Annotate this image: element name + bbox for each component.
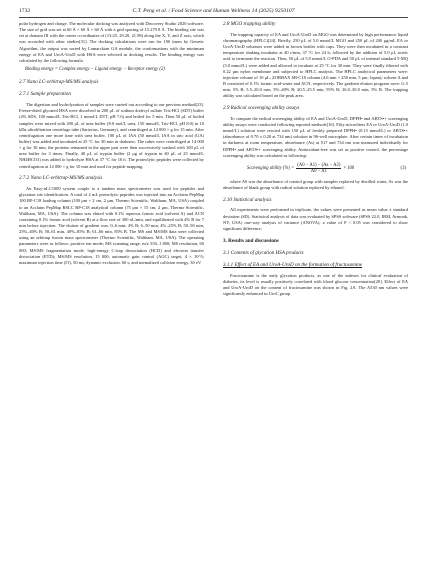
paragraph-where: where A0 was the absorbance of control group with samples replaced by distilled water, As was the absorbance of blank group with radical solution replaced by ethanol. xyxy=(223,178,408,191)
equation-3-label: (3) xyxy=(400,165,406,171)
equation-3-fraction xyxy=(296,163,341,175)
heading-2-9: 2.9 Radical scavenging ability assays xyxy=(223,105,300,111)
equation-2: Binding energy = Complex energy − Ligand energy − Receptor energy (2) xyxy=(25,67,165,73)
equation-3-lhs: Scavenging ability (%) = xyxy=(247,165,295,171)
header-rule xyxy=(19,17,408,18)
equation-3 xyxy=(223,162,408,176)
left-column xyxy=(19,21,204,267)
paragraph-mgo: The trapping capacity of EA and UroA-UroD on MGO was determined by high performance liquid chromatography (HPLC)[24]. Briefly, 250 μL of 5.0 mmol/L MGO and 250 μL of 200 μg/mL EA or UroA-UroD solutions were added in brown bottles with caps. They were then incubated in a constant temperature shaking incubator at 40 r/min, 37 °C for 24 h, followed by the addition of 5.0 μL acetic acid to terminate the reaction. Then, 50 μL of 5.0 mmol/L O-PDA and 50 μL of internal standard 5-MQ (5.0 mmol/L) were added and allowed to incubate at 25 °C for 30 min. They were finally filtered with 0.22 μm nylon membrane and subjected to HPLC analysis. The HPLC analytical parameters were: injection volume of 10 μL; ZORBAX SB-C18 column (4.6 mm × 250 mm, 5 μm, Japan); solvent A and B consisted of 0.1% formic acid-water and ACN, respectively. The gradient elution program were: 0–5 min, 5% B; 5.5–20.0 min, 5%–40% B; 20.5–25.5 min, 95% B; 26.0–30.0 min, 5% B. The trapping ability was calculated based on the peak area. xyxy=(223,31,408,99)
heading-2-10: 2.10 Statistical analysis xyxy=(223,196,272,203)
heading-3-1: 3.1 Contents of glycation HSA products xyxy=(223,249,304,256)
page-header xyxy=(19,6,408,16)
heading-2-8: 2.8 MGO trapping ability xyxy=(223,21,276,27)
paragraph-fructosamine: Fructosamine is the early glycation products, as one of the indexes for clinical evaluation of diabetes, its level is usually positively correlated with blood glucose concentration[20]. Effect of EA and UroA-UroD on the content of fructosamine was shown in Fig. 2A. The A530 nm values were significantly enhanced in UroC group xyxy=(223,272,408,297)
page-number: 1732 xyxy=(19,8,31,14)
heading-2-7-1: 2.7.1 Sample preparation xyxy=(19,91,71,98)
paragraph-docking: polar hydrogen and charge. The molecular docking was analyzed with Discovery Studio 2020 software. The size of grid was set at 60 Å × 60 Å × 60 Å with a grid spacing of 15.279 8 Å. The binding site was set at domain III with the center co-ordinates of (13:25, 29.20, 21.98) along the X, Y, and Z axis, which was accorded with other studies[31]. The docking calculations were run for 100 times by Genetic Algorithm, the output was sorted by Lamarckian GA module, the conformations with the minimum energy of EA and UroA-UroD with HSA were selected as docking results. The binding energy was calculated by the following formula. xyxy=(19,21,204,63)
heading-2-7: 2.7 Nano LC-orbitrap-MS/MS analysis xyxy=(19,79,99,86)
heading-2-7-2: 2.7.2 Nano LC-orbitrap-MS/MS analysis xyxy=(19,175,103,182)
paragraph-nanolc: An Easy-nLC1000 system couple to a tandem mass spectrometer was used for peptides and glycation site identification. A total of 2 mL proteolytic peptides was injected into an Acclaim PepMap 100 RP-C18 loading column (100 μm × 2 cm, 2 μm, Thermo Scientific, Waltham, MA, USA) coupled to an Acclaim PepMap RSLC RP-C18 analytical column (75 μm × 15 cm, 2 μm, Thermo Scientific, Waltham, MA, USA). The column was eluted with 0.1% aqueous formic acid (solvent A) and ACN containing 0.1% formic acid (solvent B) at a flow rate of 300 nL/min, and equilibrated with 4% B for 7 min before injection. The elution of gradient was: 0–6 min, 4% B; 6–50 min, 4%–25% B; 50–58 min, 25%–40% B; 58–61 min, 40%–85% B; 61–66 min, 85% B. The MS and MS/MS data were collected using an orbitrap fusion mass spectrometer (Thermo Scientific, Waltham, MA, USA). The operating parameters were as follows: positive ion mode; MS scanning range, m/z 350–1 800; MS resolution, 60 000; MS/MS fragmentation mode, high-energy C-trap dissociation (HCD) and electron transfer dissociation (ETD); MS/MS resolution, 15 000; automatic gain control (AGC) target, 4 × 10^5; maximum injection time (IT), 50 ms; dynamic exclusion, 60 s; and normalized collision energy, 30 eV. xyxy=(19,186,204,265)
paragraph-statistics: All experiments were performed in triplicate, the values were presented as mean value ± standard deviation (SD). Statistical analysis of data was evaluated by SPSS software (SPSS 22.0, IBM, Armonk, NY, USA) one-way analysis of variance (ANOVA), a value of P < 0.05 was considered to show significant difference. xyxy=(223,207,408,231)
running-title: C.T. Peng et al. / Food Science and Human Wellness 14 (2025) 9250107 xyxy=(132,8,295,14)
equation-3-multiplier: × 100 xyxy=(343,165,355,171)
equation-3-numerator: (A0 − A1) − (As − A2) xyxy=(297,162,341,168)
equation-3-denominator: A0 − A1 xyxy=(310,169,327,175)
paragraph-sample-prep: The digestion and hydrolyzation of samples were carried out according to our previous method[23]. Freeze-dried glycated HSA were dissolved in 200 μL of sodium dodecyl sulfate Tris-HCl (SDT) buffer (4% SDS, 100 mmol/L Tris-HCl, 1 mmol/L DTT, pH 7.6) and boiled for 5 min. Then 50 μL of boiled samples were mixed with 200 μL of urea buffer (8.0 mol/L urea, 150 mmol/L Tris-HCl, pH 8.0) in 10 kDa ultrafiltration centrifuge tube (Sartorius, Germany), and centrifuged at 14 000 × g for 15 min. After centrifugation one more time with urea buffer, 100 μL of IAA (50 mmol/L IAA in uric acid (UA) buffer) was added and incubated at 25 °C for 30 min in darkness. The tubes were centrifuged at 14 000 × g for 10 min, the proteins remained in the upper part were then successively washed with 100 μL of urea buffer for 3 times. Finally, 40 μL of trypsin buffer (2 μg of trypsin in 40 μL of 25 mmol/L NH4HCO3) was added to hydrolyze HSA at 37 °C for 16 h. The proteolytic peptides were collected by centrifugation at 14 000 × g for 10 min and used for peptide mapping. xyxy=(19,102,204,169)
heading-3: 3. Results and discussions xyxy=(223,237,279,244)
paragraph-radical: To compare the radical scavenging ability of EA and UroA-UroD, DPPH• and ABTS•+ scavenging ability assays were conducted following reported methods[16]. Fifty microliters EA or UroA-UroD (1.0 mmol/L) solution were reacted with 150 μL of freshly prepared DPPH• (0.15 mmol/L) or ABTS•+ (absorbance of 0.70 ± 0.20 at 734 nm) solution in 96-well microplate. After certain times of incubation in darkness at room temperature, absorbance (As) at 517 and 734 nm was measured individually for DPPH• and ABTS•+ scavenging ability. Antioxidant-free was set as positive control, the percentage scavenging ability was calculated as following: xyxy=(223,115,408,158)
heading-3-1-1: 3.1.1 Effect of EA and UroA-UroD on the formation of fructosamine xyxy=(223,261,363,268)
right-column xyxy=(223,21,408,298)
